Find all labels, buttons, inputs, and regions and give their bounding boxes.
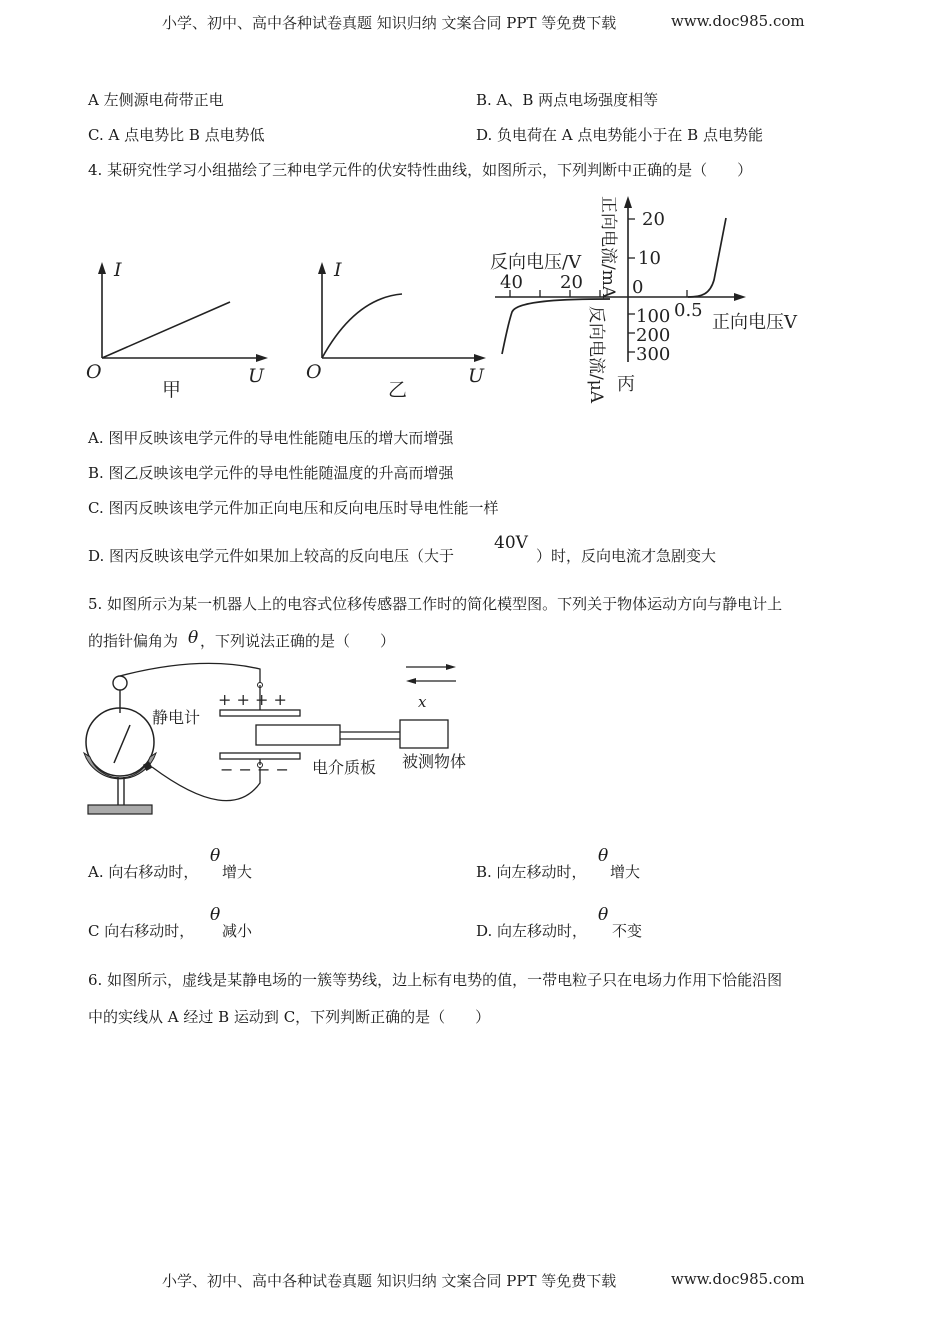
bing-reverse-voltage-label: 反向电压/V [490,252,582,273]
yi-origin: O [306,361,322,383]
header-site[interactable]: www.doc985.com [671,12,805,30]
top-plate [220,710,300,716]
jia-y-label: I [114,259,122,281]
q6-stem-line1: 6. 如图所示，虚线是某静电场的一簇等势线，边上标有电势的值，一带电粒子只在电场力作用下恰能沿图 [88,971,783,989]
q4-stem: 4. 某研究性学习小组描绘了三种电学元件的伏安特性曲线，如图所示，下列判断中正确的是（ ） [88,161,753,179]
bottom-plate [220,753,300,759]
bing-forward-current-label: 正向电流/mA [598,196,618,299]
q5-stem-line2-post: ，下列说法正确的是（ ） [200,632,396,650]
yi-caption: 乙 [388,379,408,401]
bing-tick-10: 10 [638,248,661,269]
bing-tick-x40: 40 [500,272,523,293]
q3-option-c: C. A 点电势比 B 点电势低 [88,126,265,144]
q5-option-a-theta: θ [210,846,221,866]
q5-option-c-theta: θ [210,905,221,925]
dielectric-label: 电介质板 [312,758,377,777]
bing-tick-100: 100 [636,306,671,327]
q5-option-c-pre: C 向右移动时， [88,922,195,940]
jia-x-label: U [248,365,265,387]
bing-forward-voltage-label: 正向电压V [712,312,797,333]
q4-option-c: C. 图丙反映该电学元件加正向电压和反向电压时导电性能一样 [88,499,499,517]
footer-site[interactable]: www.doc985.com [671,1270,805,1288]
plus-signs: + + + + [218,690,287,709]
q5-figure [80,655,480,823]
q3-option-d: D. 负电荷在 A 点电势能小于在 B 点电势能 [476,126,763,144]
q5-option-d-post: 不变 [612,922,643,940]
q4-option-d-post: ）时，反向电流才急剧变大 [536,547,717,565]
q5-option-d-theta: θ [598,905,609,925]
bing-reverse-current-label: 反向电流/μA [586,306,606,404]
bing-tick-0: 0 [632,277,644,298]
bing-tick-x05: 0.5 [674,300,703,321]
q5-option-b-theta: θ [598,846,609,866]
bing-tick-x20: 20 [560,272,583,293]
bing-tick-200: 200 [636,325,671,346]
q5-stem-line2-pre: 的指针偏角为 [88,632,179,650]
yi-y-label: I [334,259,342,281]
object-label: 被测物体 [402,752,467,771]
jia-caption: 甲 [162,379,182,401]
figure-bing [490,196,798,404]
bing-tick-300: 300 [636,344,671,365]
footer-text: 小学、初中、高中各种试卷真题 知识归纳 文案合同 PPT 等免费下载 [162,1272,617,1290]
q3-option-b: B. A、B 两点电场强度相等 [476,91,659,109]
q6-stem-line2: 中的实线从 A 经过 B 运动到 C，下列判断正确的是（ ） [88,1008,491,1026]
electrometer-label: 静电计 [152,708,201,727]
q5-option-d-pre: D. 向左移动时， [476,922,588,940]
q5-option-a-post: 增大 [222,863,253,881]
x-label: x [418,693,427,711]
electrometer [84,676,156,814]
q5-option-b-post: 增大 [610,863,641,881]
q4-option-d-pre: D. 图丙反映该电学元件如果加上较高的反向电压（大于 [88,547,455,565]
dielectric-plate [256,725,340,745]
header-text: 小学、初中、高中各种试卷真题 知识归纳 文案合同 PPT 等免费下载 [162,14,617,32]
q5-theta-symbol: θ [188,628,199,648]
q4-option-b: B. 图乙反映该电学元件的导电性能随温度的升高而增强 [88,464,454,482]
figure-jia [86,259,268,401]
minus-signs: − − − − [220,760,289,779]
q4-option-a: A. 图甲反映该电学元件的导电性能随电压的增大而增强 [88,429,454,447]
q5-option-a-pre: A. 向右移动时， [88,863,199,881]
q4-option-d-value: 40V [494,533,528,553]
q4-figures [80,190,797,405]
q5-stem-line1: 5. 如图所示为某一机器人上的电容式位移传感器工作时的简化模型图。下列关于物体运动方向与静电计上 [88,595,783,613]
bing-caption: 丙 [617,374,635,395]
measured-object [400,720,448,748]
jia-origin: O [86,361,102,383]
yi-x-label: U [468,365,485,387]
bing-tick-20: 20 [642,209,665,230]
figure-yi [306,259,486,401]
q3-option-a: A 左侧源电荷带正电 [88,91,224,109]
q5-option-b-pre: B. 向左移动时， [476,863,587,881]
q5-option-c-post: 减小 [222,922,253,940]
